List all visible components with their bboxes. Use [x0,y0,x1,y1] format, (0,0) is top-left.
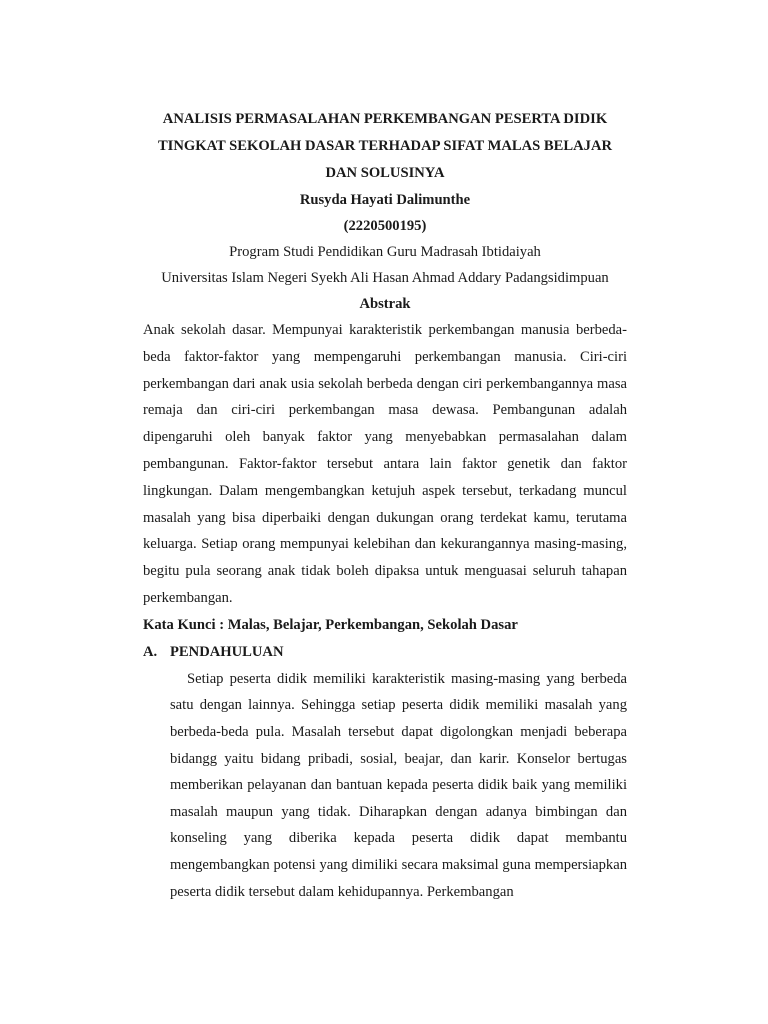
university-name: Universitas Islam Negeri Syekh Ali Hasan Ahmad Addary Padangsidimpuan [161,270,609,286]
author-name: Rusyda Hayati Dalimunthe [299,192,471,208]
abstract-text: Anak sekolah dasar. Mempunyai karakteristik perkembangan manusia berbeda-beda faktor-faktor yang mempengaruhi perkembangan manusia. Ciri-ciri perkembangan dari anak usia sekolah berbeda dengan ciri perkembangannya masa remaja dan ciri-ciri perkembangan masa dewasa. Pembangunan adalah dipengaruhi oleh banyak faktor yang menyebabkan permasalahan dalam pembangunan. Faktor-faktor tersebut antara lain faktor genetik dan faktor lingkungan. Dalam mengembangkan ketujuh aspek tersebut, terkadang muncul masalah yang bisa diperbaiki dengan dukungan orang terdekat kamu, terutama keluarga. Setiap orang mempunyai kelebihan dan kekurangannya masing-masing, begitu pula seorang anak tidak boleh dipaksa untuk menguasai seluruh tahapan perkembangan. [143,322,627,606]
title-line-1: ANALISIS PERMASALAHAN PERKEMBANGAN PESERTA DIDIK [162,111,608,127]
document-title [143,106,627,187]
section-heading-pendahuluan [143,638,627,666]
section-title: PENDAHULUAN [170,643,284,660]
section-body-text: Setiap peserta didik memiliki karakteristik masing-masing yang berbeda satu dengan lainnya. Sehingga setiap peserta didik memiliki masalah yang berbeda-beda pula. Masalah tersebut dapat digolongkan menjadi beberapa bidangg yaitu bidang pribadi, sosial, beajar, dan karir. Konselor bertugas memberikan pelayanan dan bantuan kepada peserta didik baik yang memiliki masalah maupun yang tidak. Diharapkan dengan adanya bimbingan dan konseling yang diberika kepada peserta didik dapat membantu mengembangkan potensi yang dimiliki secara maksimal guna mempersiapkan peserta didik tersebut dalam kehidupannya. Perkembangan [170,670,627,900]
abstract-heading: Abstrak [359,296,411,312]
section-number: A. [143,643,158,660]
keywords: Kata Kunci : Malas, Belajar, Perkembangan, Sekolah Dasar [143,616,518,633]
document-page [143,106,627,905]
study-program: Program Studi Pendidikan Guru Madrasah Ibtidaiyah [229,244,541,260]
title-line-3: DAN SOLUSINYA [325,165,445,181]
student-id: (2220500195) [343,218,427,234]
title-line-2: TINGKAT SEKOLAH DASAR TERHADAP SIFAT MALAS BELAJAR [157,138,613,154]
